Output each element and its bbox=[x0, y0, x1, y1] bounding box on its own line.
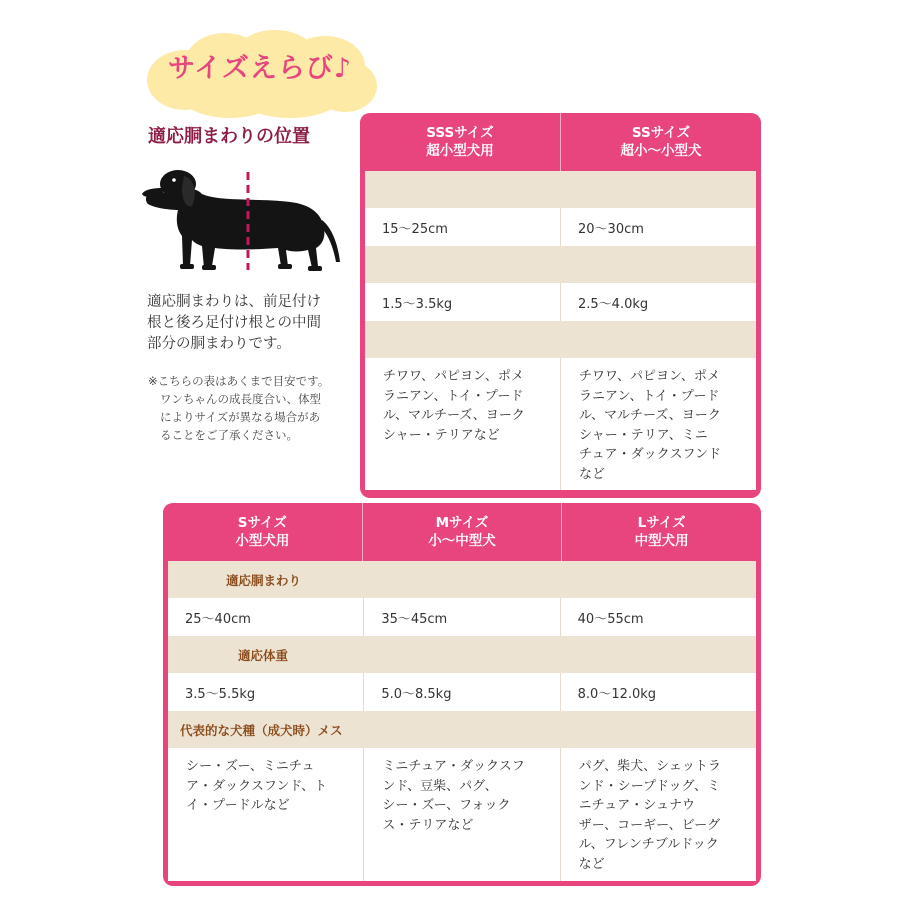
note-line: ※こちらの表はあくまで目安です。 bbox=[148, 374, 330, 388]
size-subtitle: 超小〜小型犬 bbox=[620, 143, 702, 159]
size-header-row bbox=[163, 503, 761, 561]
weight-value: 1.5〜3.5kg bbox=[365, 283, 561, 321]
girth-position-heading: 適応胴まわりの位置 bbox=[148, 126, 310, 147]
weight-label: 適応体重 bbox=[238, 647, 289, 663]
breed-line: ル、フレンチブルドック bbox=[578, 837, 719, 852]
breeds-cell bbox=[561, 358, 756, 490]
breeds-cell bbox=[365, 358, 561, 490]
description-line: 部分の胴まわりです。 bbox=[147, 336, 291, 352]
size-name: Lサイズ bbox=[637, 515, 686, 531]
breeds-cell bbox=[364, 748, 560, 881]
breed-line: ラニアン、トイ・プード bbox=[383, 388, 524, 404]
breed-line: など bbox=[578, 856, 605, 872]
size-name: SSSサイズ bbox=[426, 125, 494, 141]
breed-line: ンド、豆柴、パグ、 bbox=[382, 778, 498, 794]
page-title: サイズえらび♪ bbox=[168, 53, 353, 84]
girth-label: 適応胴まわり bbox=[226, 572, 302, 588]
size-name: Sサイズ bbox=[237, 515, 287, 531]
girth-value: 25〜40cm bbox=[168, 598, 364, 636]
girth-label-band bbox=[365, 171, 756, 208]
breed-line: ンド・シープドッグ、ミ bbox=[578, 778, 720, 794]
breeds-cell bbox=[561, 748, 756, 881]
breed-line: ア・ダックスフンド、ト bbox=[186, 778, 328, 794]
girth-row bbox=[365, 208, 756, 246]
note-line: ることをご了承ください。 bbox=[160, 428, 298, 442]
weight-row bbox=[168, 673, 756, 711]
weight-value: 2.5〜4.0kg bbox=[578, 296, 649, 312]
breeds-row bbox=[168, 748, 756, 881]
girth-label-band bbox=[168, 561, 756, 598]
size-header-sss bbox=[360, 113, 561, 171]
breed-line: など bbox=[579, 466, 606, 482]
size-subtitle: 超小型犬用 bbox=[426, 143, 494, 159]
description-line: 適応胴まわりは、前足付け bbox=[147, 294, 321, 310]
size-header-l bbox=[562, 503, 761, 561]
breed-line: ル、マルチーズ、ヨーク bbox=[383, 408, 525, 423]
breed-line: シャー・テリアなど bbox=[383, 427, 500, 443]
breed-line: イ・プードルなど bbox=[186, 798, 290, 813]
girth-description bbox=[147, 292, 352, 355]
size-header-ss bbox=[561, 113, 761, 171]
breed-line: ニチュア・シュナウ bbox=[578, 798, 696, 813]
dachshund-illustration bbox=[140, 158, 345, 283]
breed-line: ミニチュア・ダックスフ bbox=[382, 759, 525, 774]
weight-label-band bbox=[365, 246, 756, 283]
note-line: ワンちゃんの成長度合い、体型 bbox=[160, 392, 321, 406]
girth-value: 20〜30cm bbox=[578, 221, 644, 237]
size-subtitle: 小〜中型犬 bbox=[428, 533, 496, 549]
disclaimer-note bbox=[148, 372, 358, 444]
breed-line: ラニアン、トイ・プード bbox=[579, 388, 720, 404]
note-line: によりサイズが異なる場合があ bbox=[160, 410, 321, 424]
size-subtitle: 小型犬用 bbox=[235, 533, 290, 549]
weight-value: 5.0〜8.5kg bbox=[364, 673, 560, 711]
size-header-row bbox=[360, 113, 761, 171]
size-table-large bbox=[163, 503, 761, 886]
breed-line: パグ、柴犬、シェットラ bbox=[578, 759, 721, 774]
size-table-small bbox=[360, 113, 761, 498]
size-name: SSサイズ bbox=[631, 125, 691, 141]
girth-value: 35〜45cm bbox=[364, 598, 560, 636]
breed-line: シー・ズー、フォック bbox=[382, 798, 511, 813]
girth-value: 40〜55cm bbox=[577, 611, 644, 627]
breed-line: チュア・ダックスフンド bbox=[579, 447, 721, 462]
weight-label-band bbox=[168, 636, 756, 673]
breeds-cell bbox=[168, 748, 364, 881]
weight-row bbox=[365, 283, 756, 321]
breeds-label-band bbox=[365, 321, 756, 358]
breed-line: ス・テリアなど bbox=[382, 817, 474, 833]
breed-line: ル、マルチーズ、ヨーク bbox=[579, 408, 721, 423]
weight-value: 3.5〜5.5kg bbox=[168, 673, 364, 711]
girth-value: 15〜25cm bbox=[365, 208, 561, 246]
size-header-s bbox=[163, 503, 363, 561]
breed-line: ザー、コーギー、ビーグ bbox=[578, 817, 721, 833]
breeds-row bbox=[365, 358, 756, 490]
breed-line: チワワ、パピヨン、ポメ bbox=[579, 369, 720, 384]
breed-line: シャー・テリア、ミニ bbox=[579, 427, 708, 443]
size-name: Mサイズ bbox=[435, 515, 489, 531]
breeds-label: 代表的な犬種（成犬時）メス bbox=[180, 722, 343, 738]
description-line: 根と後ろ足付け根との中間 bbox=[147, 315, 321, 331]
breeds-label-band bbox=[168, 711, 756, 748]
breed-line: シー・ズー、ミニチュ bbox=[186, 759, 315, 774]
breed-line: チワワ、パピヨン、ポメ bbox=[383, 369, 524, 384]
weight-value: 8.0〜12.0kg bbox=[577, 686, 657, 702]
girth-row bbox=[168, 598, 756, 636]
size-subtitle: 中型犬用 bbox=[634, 533, 689, 549]
size-header-m bbox=[363, 503, 563, 561]
